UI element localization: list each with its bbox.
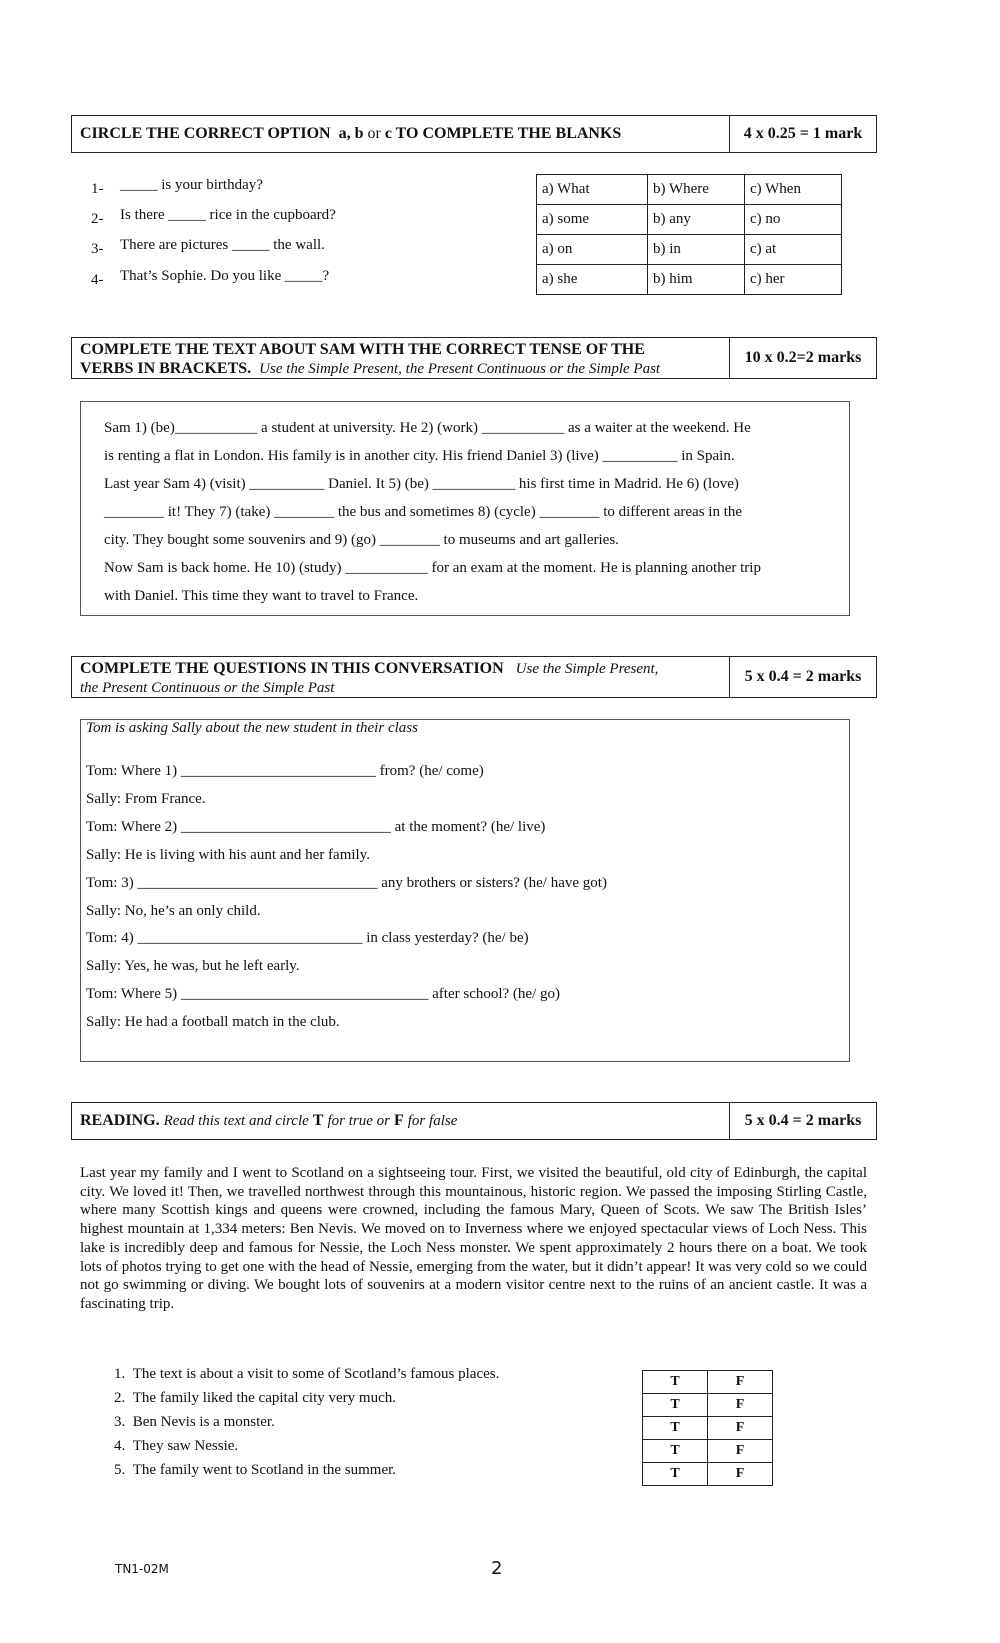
conversation-line: Sally: He had a football match in the club. — [86, 1014, 340, 1030]
option-cell[interactable]: b) any — [648, 205, 745, 235]
sam-text-line: with Daniel. This time they want to travel to France. — [104, 588, 419, 604]
conversation-line: Sally: He is living with his aunt and her family. — [86, 847, 370, 863]
statement-item: 4. They saw Nessie. — [114, 1438, 239, 1454]
option-cell[interactable]: b) Where — [648, 175, 745, 205]
s1-q4-text: That’s Sophie. Do you like _____? — [120, 268, 330, 284]
option-cell[interactable]: b) in — [648, 235, 745, 265]
false-option[interactable]: F — [708, 1463, 773, 1486]
sam-text-line: ________ it! They 7) (take) ________ the bus and sometimes 8) (cycle) ________ to different areas in the — [104, 504, 743, 520]
section4-title: READING. Read this text and circle T for true or F for false — [72, 1103, 730, 1139]
false-option[interactable]: F — [708, 1394, 773, 1417]
true-option[interactable]: T — [643, 1440, 708, 1463]
conversation-line: Tom: 3) ________________________________ any brothers or sisters? (he/ have got) — [86, 875, 607, 891]
conversation-line: Tom: Where 5) _________________________________ after school? (he/ go) — [86, 986, 561, 1002]
section3-marks: 5 x 0.4 = 2 marks — [744, 668, 862, 685]
s1-q1-num: 1- — [91, 181, 104, 197]
reading-passage: Last year my family and I went to Scotland on a sightseeing tour. First, we visited the beautiful, old city of Edinburgh, the capital city. We loved it! Then, we travelled northwest through this mountainous, historic region. We passed the imposing Stirling Castle, where many Scottish kings and queens were crowned, including the famous Mary, Queen of Scots. We saw The British Isles’ highest mountain at 1,334 meters: Ben Nevis. We moved on to Inverness where we enjoyed spectacular views of Loch Ness. This lake is incredibly deep and famous for Nessie, the Loch Ness monster. We spent approximately 2 hours there on a boat. We took lots of photos trying to get one with the head of Nessie, emerging from the water, but it didn’t appear! It was very cold so we could not go swimming or diving. We bought lots of souvenirs at a modern visitor centre next to the ruins of an ancient castle. It was a fascinating trip. — [80, 1165, 867, 1312]
option-cell[interactable]: c) no — [745, 205, 842, 235]
option-cell[interactable]: a) on — [537, 235, 648, 265]
section2-marks: 10 x 0.2=2 marks — [744, 349, 862, 366]
conversation-line: Tom: 4) ______________________________ in class yesterday? (he/ be) — [86, 930, 529, 946]
option-cell[interactable]: c) her — [745, 265, 842, 295]
option-cell[interactable]: c) When — [745, 175, 842, 205]
statement-item: 3. Ben Nevis is a monster. — [114, 1414, 275, 1430]
options-row — [537, 265, 842, 295]
section1-options-table — [536, 174, 842, 295]
conversation-line: Sally: From France. — [86, 791, 206, 807]
section1-marks: 4 x 0.25 = 1 mark — [743, 125, 863, 142]
option-cell[interactable]: a) some — [537, 205, 648, 235]
option-cell[interactable]: a) she — [537, 265, 648, 295]
sam-text-line: Sam 1) (be)___________ a student at university. He 2) (work) ___________ as a waiter at the weekend. He — [104, 420, 751, 436]
statement-item: 2. The family liked the capital city very much. — [114, 1390, 396, 1406]
true-option[interactable]: T — [643, 1463, 708, 1486]
sam-text-line: Last year Sam 4) (visit) __________ Daniel. It 5) (be) ___________ his first time in Madrid. He 6) (love) — [104, 476, 739, 492]
conversation-line: Sally: No, he’s an only child. — [86, 903, 261, 919]
section2-title: COMPLETE THE TEXT ABOUT SAM WITH THE CORRECT TENSE OF THE VERBS IN BRACKETS. Use the Simple Present, the Present Continuous or the Simple Past — [72, 338, 730, 378]
conversation-line: Tom: Where 2) ____________________________ at the moment? (he/ live) — [86, 819, 546, 835]
section4-marks: 5 x 0.4 = 2 marks — [744, 1112, 862, 1129]
footer-code: TN1-02M — [115, 1562, 169, 1576]
option-cell[interactable]: c) at — [745, 235, 842, 265]
true-false-table — [642, 1370, 773, 1486]
true-option[interactable]: T — [643, 1371, 708, 1394]
conversation-intro: Tom is asking Sally about the new student in their class — [86, 720, 418, 736]
section3-header — [71, 656, 877, 698]
option-cell[interactable]: b) him — [648, 265, 745, 295]
s1-q3-num: 3- — [91, 241, 104, 257]
sam-text-line: city. They bought some souvenirs and 9) (go) ________ to museums and art galleries. — [104, 532, 619, 548]
statement-item: 5. The family went to Scotland in the summer. — [114, 1462, 397, 1478]
false-option[interactable]: F — [708, 1440, 773, 1463]
section4-header — [71, 1102, 877, 1140]
options-row — [537, 235, 842, 265]
s1-q3-text: There are pictures _____ the wall. — [120, 237, 325, 253]
option-cell[interactable]: a) What — [537, 175, 648, 205]
section2-header — [71, 337, 877, 379]
sam-text-line: is renting a flat in London. His family is in another city. His friend Daniel 3) (live) __________ in Spain. — [104, 448, 735, 464]
section3-title: COMPLETE THE QUESTIONS IN THIS CONVERSATION Use the Simple Present, the Present Continuous or the Simple Past — [72, 657, 730, 697]
options-row — [537, 205, 842, 235]
s1-q2-num: 2- — [91, 211, 104, 227]
false-option[interactable]: F — [708, 1417, 773, 1440]
true-option[interactable]: T — [643, 1417, 708, 1440]
conversation-line: Tom: Where 1) __________________________ from? (he/ come) — [86, 763, 484, 779]
s1-q1-text: _____ is your birthday? — [120, 177, 263, 193]
true-option[interactable]: T — [643, 1394, 708, 1417]
conversation-line: Sally: Yes, he was, but he left early. — [86, 958, 300, 974]
page-number: 2 — [491, 1558, 503, 1579]
section1-title: CIRCLE THE CORRECT OPTION a, b or c TO COMPLETE THE BLANKS — [72, 116, 730, 152]
s1-q2-text: Is there _____ rice in the cupboard? — [120, 207, 336, 223]
false-option[interactable]: F — [708, 1371, 773, 1394]
options-row — [537, 175, 842, 205]
section1-header — [71, 115, 877, 153]
statement-item: 1. The text is about a visit to some of Scotland’s famous places. — [114, 1366, 500, 1382]
sam-text-line: Now Sam is back home. He 10) (study) ___________ for an exam at the moment. He is planning another trip — [104, 560, 761, 576]
s1-q4-num: 4- — [91, 272, 104, 288]
